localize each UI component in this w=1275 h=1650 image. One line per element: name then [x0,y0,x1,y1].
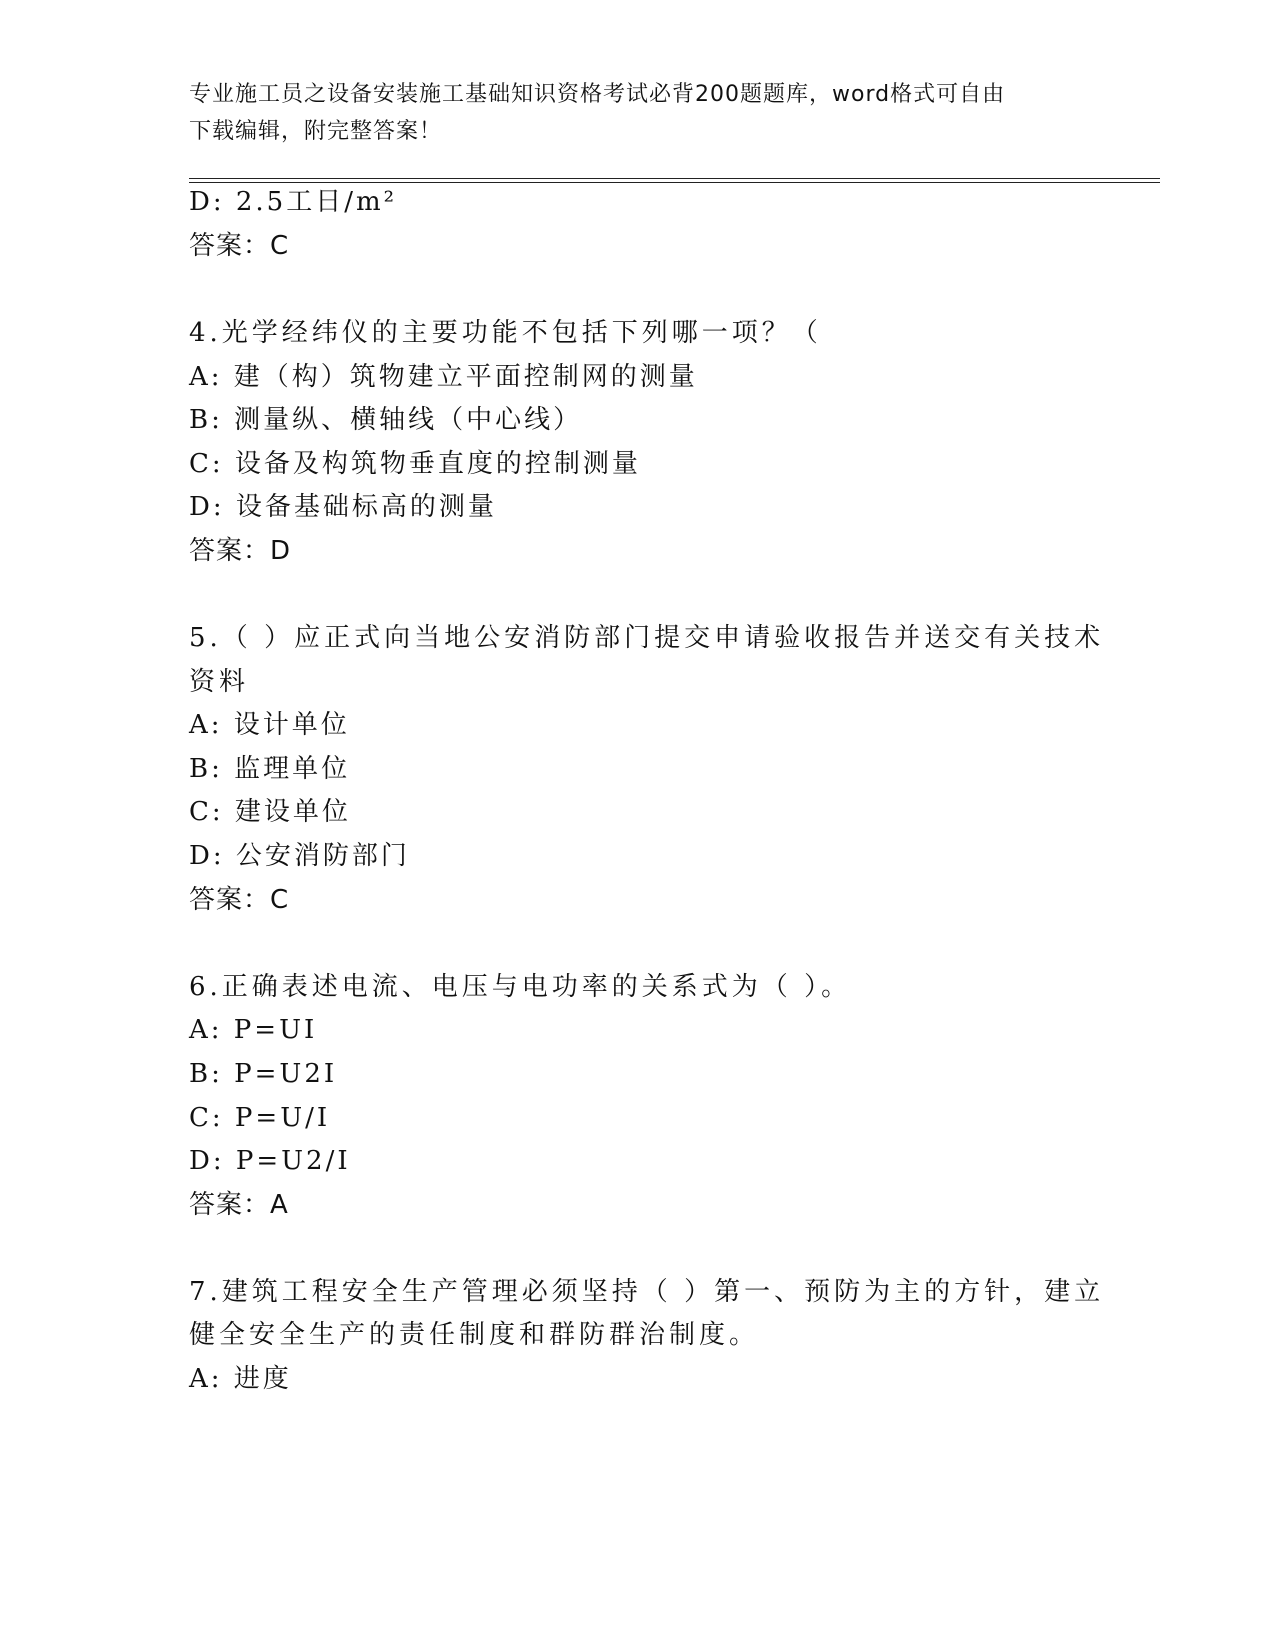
q7-question-line-2: 健全安全生产的责任制度和群防群治制度。 [189,1320,760,1350]
q5-question-line-1: 5.（ ）应正式向当地公安消防部门提交申请验收报告并送交有关技术 [189,623,1105,653]
header-line-1: 专业施工员之设备安装施工基础知识资格考试必背200题题库，word格式可自由 [189,82,1006,107]
q3-answer: 答案：C [189,231,290,261]
q6-option-a: A: P=UI [189,1015,318,1045]
q5-option-a: A: 设计单位 [189,710,350,740]
q5-option-b: B: 监理单位 [189,754,351,784]
q4-option-a: A: 建（构）筑物建立平面控制网的测量 [189,362,698,392]
header-line-2: 下载编辑，附完整答案！ [189,119,443,144]
q3-option-d: D: 2.5工日/m² [189,187,398,217]
document-header [189,76,1089,150]
q5-question-line-2: 资料 [189,667,250,697]
q4-answer: 答案：D [189,536,292,566]
q5-answer: 答案：C [189,885,290,915]
q7-question-line-1: 7.建筑工程安全生产管理必须坚持（ ）第一、预防为主的方针，建立 [189,1277,1105,1307]
q4-option-c: C: 设备及构筑物垂直度的控制测量 [189,449,641,479]
header-divider-top [189,178,1160,179]
q6-option-c: C: P=U/I [189,1103,331,1133]
q4-option-d: D: 设备基础标高的测量 [189,492,497,522]
header-divider-bottom [189,182,1160,183]
q6-option-b: B: P=U2I [189,1059,338,1089]
q6-question: 6.正确表述电流、电压与电功率的关系式为（ ）。 [189,972,852,1002]
q4-question: 4.光学经纬仪的主要功能不包括下列哪一项？（ [189,318,822,348]
q5-option-d: D: 公安消防部门 [189,841,410,871]
q4-option-b: B: 测量纵、横轴线（中心线） [189,405,583,435]
q6-answer: 答案：A [189,1190,289,1220]
q7-option-a: A: 进度 [189,1364,292,1394]
q6-option-d: D: P=U2/I [189,1146,351,1176]
q5-option-c: C: 建设单位 [189,797,351,827]
